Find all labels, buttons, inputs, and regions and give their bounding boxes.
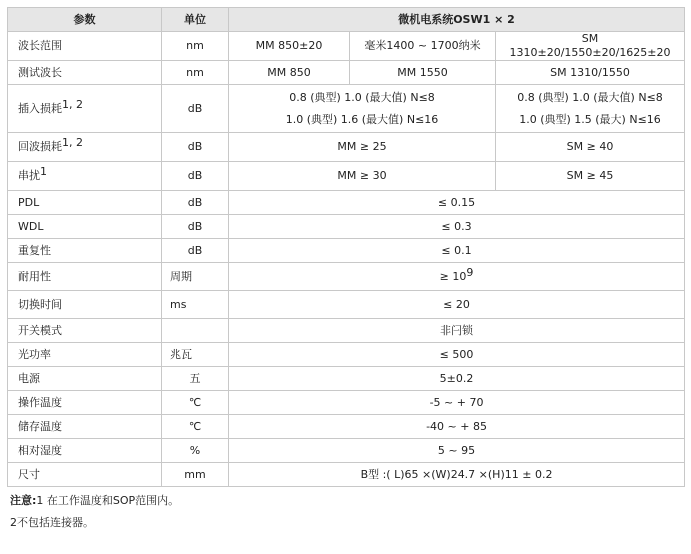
cell-value: MM 850±20 bbox=[229, 32, 350, 61]
cell-value: MM 850 bbox=[229, 61, 350, 85]
row-unit: ℃ bbox=[162, 391, 229, 415]
row-unit: mm bbox=[162, 463, 229, 487]
row-label: 尺寸 bbox=[8, 463, 162, 487]
header-model: 微机电系统OSW1 × 2 bbox=[229, 8, 685, 32]
row-label: 耐用性 bbox=[8, 263, 162, 291]
cell-value: SM ≥ 40 bbox=[496, 133, 685, 162]
table-row bbox=[8, 239, 685, 263]
footnotes bbox=[7, 487, 684, 534]
row-unit: dB bbox=[162, 239, 229, 263]
table-row bbox=[8, 85, 685, 133]
row-label: 重复性 bbox=[8, 239, 162, 263]
cell-value: ≤ 0.3 bbox=[229, 215, 685, 239]
row-unit: dB bbox=[162, 85, 229, 133]
row-label: 电源 bbox=[8, 367, 162, 391]
row-unit: nm bbox=[162, 32, 229, 61]
cell-value bbox=[229, 263, 685, 291]
cell-value: ≤ 0.1 bbox=[229, 239, 685, 263]
header-unit: 单位 bbox=[162, 8, 229, 32]
cell-value: MM 1550 bbox=[350, 61, 496, 85]
label-text: 插入损耗 bbox=[18, 101, 62, 115]
table-row bbox=[8, 367, 685, 391]
row-label bbox=[8, 162, 162, 191]
table-row bbox=[8, 191, 685, 215]
footnote-ref: 1 bbox=[40, 165, 47, 178]
cell-value: -40 ~ + 85 bbox=[229, 415, 685, 439]
value-line: 0.8 (典型) 1.0 (最大值) N≤8 bbox=[289, 90, 435, 104]
value-line: 1.0 (典型) 1.5 (最大) N≤16 bbox=[519, 112, 661, 126]
cell-value: MM ≥ 25 bbox=[229, 133, 496, 162]
table-row bbox=[8, 439, 685, 463]
row-unit: % bbox=[162, 439, 229, 463]
row-unit: dB bbox=[162, 191, 229, 215]
row-label: 切换时间 bbox=[8, 291, 162, 319]
row-unit: nm bbox=[162, 61, 229, 85]
cell-value: ≤ 0.15 bbox=[229, 191, 685, 215]
value-text: ≥ 10 bbox=[439, 269, 467, 283]
row-label: 光功率 bbox=[8, 343, 162, 367]
cell-value: ≤ 500 bbox=[229, 343, 685, 367]
notes-label: 注意: bbox=[10, 494, 37, 507]
cell-value-sm bbox=[496, 85, 685, 133]
row-unit bbox=[162, 319, 229, 343]
table-row bbox=[8, 391, 685, 415]
table-header-row bbox=[8, 8, 685, 32]
cell-value: ≤ 20 bbox=[229, 291, 685, 319]
table-row bbox=[8, 343, 685, 367]
row-unit: dB bbox=[162, 133, 229, 162]
cell-value: 非闩锁 bbox=[229, 319, 685, 343]
table-row bbox=[8, 133, 685, 162]
row-unit: 周期 bbox=[162, 263, 229, 291]
row-unit: dB bbox=[162, 162, 229, 191]
footnote-ref: 1, 2 bbox=[62, 136, 83, 149]
spec-table bbox=[7, 7, 685, 487]
spec-sheet bbox=[7, 7, 684, 534]
row-label bbox=[8, 133, 162, 162]
row-unit: dB bbox=[162, 215, 229, 239]
footnote-2: 2不包括连接器。 bbox=[10, 516, 94, 529]
table-row bbox=[8, 463, 685, 487]
table-row bbox=[8, 415, 685, 439]
row-label: PDL bbox=[8, 191, 162, 215]
cell-value: -5 ~ + 70 bbox=[229, 391, 685, 415]
value-line: 1.0 (典型) 1.6 (最大值) N≤16 bbox=[285, 112, 439, 126]
label-text: 回波损耗 bbox=[18, 140, 62, 153]
row-unit: 五 bbox=[162, 367, 229, 391]
table-row bbox=[8, 291, 685, 319]
row-label: WDL bbox=[8, 215, 162, 239]
cell-value: 毫米1400 ~ 1700纳米 bbox=[350, 32, 496, 61]
table-row bbox=[8, 32, 685, 61]
table-row bbox=[8, 61, 685, 85]
row-label: 波长范围 bbox=[8, 32, 162, 61]
cell-value: SM 1310/1550 bbox=[496, 61, 685, 85]
footnote-text: 1 在工作温度和SOP范围内。 bbox=[36, 494, 180, 507]
header-param: 参数 bbox=[8, 8, 162, 32]
row-label: 相对湿度 bbox=[8, 439, 162, 463]
row-label: 储存温度 bbox=[8, 415, 162, 439]
value-line: 0.8 (典型) 1.0 (最大值) N≤8 bbox=[517, 90, 663, 104]
table-row bbox=[8, 215, 685, 239]
cell-value: SM ≥ 45 bbox=[496, 162, 685, 191]
cell-value: B型 :( L)65 ×(W)24.7 ×(H)11 ± 0.2 bbox=[229, 463, 685, 487]
cell-value: 5±0.2 bbox=[229, 367, 685, 391]
table-row bbox=[8, 162, 685, 191]
cell-value-mm bbox=[229, 85, 496, 133]
cell-value: SM 1310±20/1550±20/1625±20 bbox=[496, 32, 685, 61]
cell-value: 5 ~ 95 bbox=[229, 439, 685, 463]
row-unit: 兆瓦 bbox=[162, 343, 229, 367]
table-row bbox=[8, 263, 685, 291]
label-text: 串扰 bbox=[18, 169, 40, 182]
row-unit: ℃ bbox=[162, 415, 229, 439]
cell-value: MM ≥ 30 bbox=[229, 162, 496, 191]
exponent: 9 bbox=[466, 265, 474, 279]
row-label: 开关模式 bbox=[8, 319, 162, 343]
table-row bbox=[8, 319, 685, 343]
row-label: 操作温度 bbox=[8, 391, 162, 415]
footnote-1 bbox=[10, 490, 684, 512]
row-label bbox=[8, 85, 162, 133]
row-unit: ms bbox=[162, 291, 229, 319]
footnote-ref: 1, 2 bbox=[62, 97, 83, 111]
row-label: 测试波长 bbox=[8, 61, 162, 85]
